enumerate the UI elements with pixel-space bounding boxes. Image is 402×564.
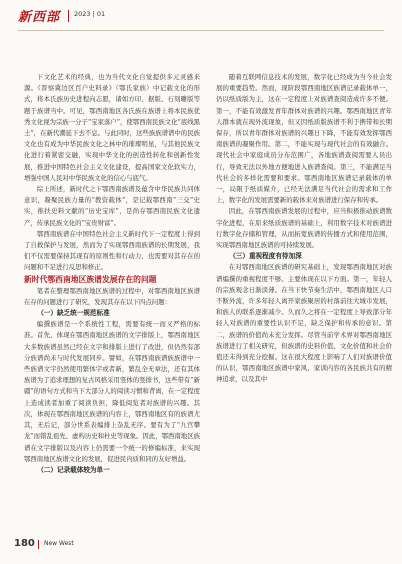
- subsection-title: （二）记录载体较为单一: [37, 465, 110, 474]
- subsection-title: （三）重视程度有待加深: [229, 252, 302, 261]
- issue-number: 2023 | 01: [74, 10, 106, 18]
- left-column: [24, 72, 200, 476]
- paragraph: 下文化艺术的经典，也为当代文化自觉提供多元灵感来源。《晋察冀边区百户史料录》（鄂氏家族）中记载文化的形式，将本氏族历史进程向志愿，诸如方印、据版、石刻雕版等题于族谱当中。可见，鄂西南地区各氏族在族谱上将本民族优秀文化视为宗族一分子“宝家落户”，使鄂西南民族文化“底线黑土”，在新代潮延下去不息。与此同时，这些族族谱谱中的民族文化也有成为中华民族文化之林中的璀璨明星，与其他民族文化进行着紧密交融，实现中华文化的创造性转化和创新性发展，推进中国特色社会主义文化建设，提高国家文化软实力，增强中国人民对中华民族文化的信心与底气。: [24, 73, 200, 182]
- right-column: [216, 72, 392, 386]
- section-title: 新时代鄂西南地区族谱发展存在的问题: [24, 274, 157, 284]
- paragraph: 综上所述，新时代之下鄂西南族谱及蕴含中华民族共同体意识，凝聚民族力量的“教资载体”，是记载鄂西南“三交”史实，推扶史料文献的“历史宝库”，是尚存鄂西南民族文化遗产，传承民族文化的“宝贵财富”。: [24, 185, 200, 227]
- paragraph: 编撰族谱是一个系统性工程，需要有统一而又严格的标准。首先，体现在鄂西南地区族谱的文字排版上，鄂西南地区大多数族谱虽然已经在文字和排版上进行了改进，但仍然有部分族谱尚未与时代发展同步。譬如，在鄂西南族谱族族谱中一些族谱文字仍然使用繁体字或者新，繁乱全无章法，还有其体族谱为了追求理想的复古风格采用竖体的竖排书，这些带有“新疆”的语句方式和当下大部分人的阅读习惯和背离，在一定程度上造成读者加重了阅读负担，降低阅览者对族谱的兴趣。其次，体现在鄂西南地区族谱的内容上，鄂西南地区有的族谱尤其，无后记，部分世系表编排上杂乱无序。要有为了“九宫攀龙”而错乱祖先、虚构历史和杜史等现象。因此，鄂西南地区族谱在文字排版以及内容上仍需要一个统一的修编标准，来实现鄂西南地区族谱文化的发展，促进民内质和同的友好增益。: [24, 320, 200, 463]
- paragraph: 在对鄂西南地区族谱的研究基础上，发现鄂西南地区对族谱编撰的重视程度不够。主要体现在以下方面。第一，年轻人的宗族观念日渐淡薄。在当下快节奏生活中，鄂西南地区人口不断外流，许多年轻人离开家族聚居的村落前往大城市发展，和族人的联系逐渐减少。久而久之将在一定程度上导致部分年轻人对族谱的重要性认识不足，缺乏保护和传承的意识。第二，族谱的价值尚未充分发挥。尽管当前学术界对鄂西南地区族谱进行了相关研究，但族谱的史料价值、文化价值和社会价值还未得到充分挖掘。这在很大程度上影响了人们对族谱价值的认识，鄂西南地区族谱中家风、家训内容的各民族共有的精神追求，以及其中: [216, 263, 392, 384]
- journal-name: New West: [44, 540, 74, 547]
- magazine-logo: 新西部: [18, 10, 61, 25]
- header-rule: [18, 30, 384, 31]
- paragraph: 随着互联网信息技术的发展，数字化已经成为当今社会发展的重要趋势。然而，现阶段鄂西南地区族谱记录载体单一，仍以纸质版为主，这在一定程度上对族谱查阅造成许多不便。第一，不能有效激发青年群体对族谱的兴趣。鄂西南地区青年人群本就在现外流现象，但又因纸质版族谱不利于携带和长期保存，所以青年群体对族谱的兴趣日下降，不能有效发挥鄂西南族谱的凝聚作用。第二，不能实现与现代社会的有效融合。现代社会中家庭成员分布范围广，各地族谱查阅需要人员出行，导致无法以外地方便地进入族谱查阅。第三，不能满足当代社会的多样化需要和要求。鄂西南地区族谱记录载体的单一，局限于纸质媒介，已经无法满足当代社会的需求和工作上，数字化的发展需要新的载体来对族谱进行保存和传承。: [216, 73, 392, 205]
- footer-divider: [38, 540, 39, 549]
- page-header: [18, 6, 384, 32]
- subsection-title: （一）缺乏统一规范标准: [37, 309, 110, 318]
- page-number: 180: [14, 538, 35, 549]
- header-divider: [68, 10, 69, 22]
- paragraph: 因此，在鄂西南族谱发展的过程中，应当积极推动族谱数字化进程，在原来纸质族谱的基础上，利用数字技术对族谱进行数字化存储和管理，从而拓宽族谱的传播方式和使用范围，实现鄂西南地区族谱的可持续发展。: [216, 207, 392, 250]
- paragraph: 鄂西南族谱在中国特色社会主义新时代下一定程度上得到了自救保护与发展，然而为了实现鄂西南族谱的长期发展，我们不仅需要保持其现有的原则性和行动力，也需要对其存在的问题和不足进行反思和修正。: [24, 229, 200, 272]
- paragraph: 笔者在整理鄂西南地区族谱的过程中，对鄂西南地区族谱在存的问题进行了研究，发现其存在以下四点问题：: [24, 286, 200, 306]
